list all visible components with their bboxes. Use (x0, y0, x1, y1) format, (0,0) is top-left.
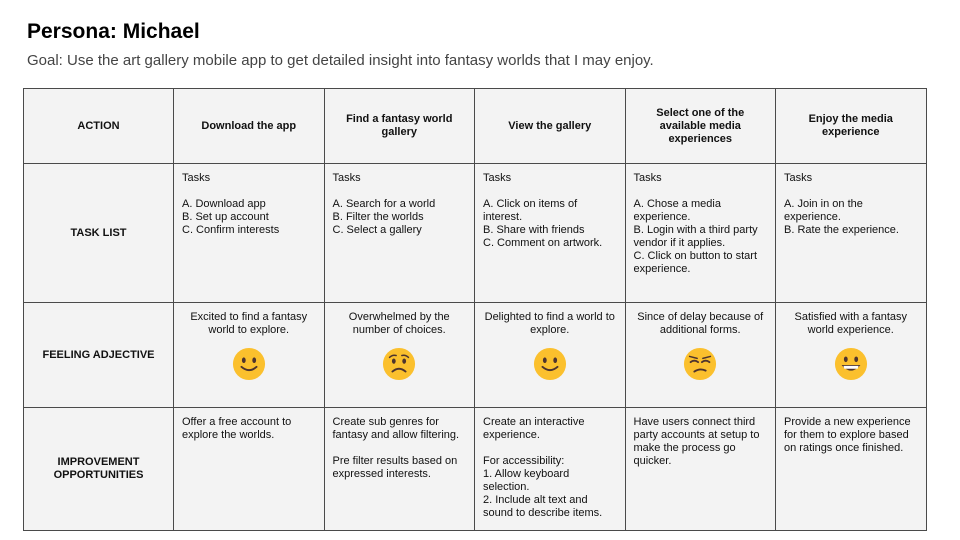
improvement-opportunities-label: IMPROVEMENT OPPORTUNITIES (24, 408, 174, 531)
stage-header: View the gallery (475, 89, 626, 164)
feeling-text: Satisfied with a fantasy world experience. (794, 311, 907, 336)
task-cell: Tasks A. Chose a media experience. B. Login with a third party vendor if it applies. C. Click on button to start experience. (625, 164, 776, 303)
task-list-row (24, 164, 927, 303)
stage-header: Download the app (174, 89, 325, 164)
feeling-cell (475, 303, 626, 408)
slightly-smiling-face-icon (533, 347, 567, 381)
task-list-label: TASK LIST (24, 164, 174, 303)
feeling-cell (776, 303, 927, 408)
stage-header: Select one of the available media experiences (625, 89, 776, 164)
feeling-text: Excited to find a fantasy world to explore. (190, 311, 308, 336)
feeling-cell (174, 303, 325, 408)
page-title: Persona: Michael (27, 20, 200, 43)
persona-goal: Goal: Use the art gallery mobile app to get detailed insight into fantasy worlds that I may enjoy. (27, 52, 654, 69)
stage-header: Find a fantasy world gallery (324, 89, 475, 164)
improvement-cell: Create sub genres for fantasy and allow filtering. Pre filter results based on expressed interests. (324, 408, 475, 531)
task-cell: Tasks A. Join in on the experience. B. Rate the experience. (776, 164, 927, 303)
stage-header: Enjoy the media experience (776, 89, 927, 164)
improvement-cell: Offer a free account to explore the worlds. (174, 408, 325, 531)
feeling-row (24, 303, 927, 408)
task-cell: Tasks A. Click on items of interest. B. Share with friends C. Comment on artwork. (475, 164, 626, 303)
improvement-cell: Create an interactive experience. For accessibility: 1. Allow keyboard selection. 2. Include alt text and sound to describe items. (475, 408, 626, 531)
feeling-adjective-label: FEELING ADJECTIVE (24, 303, 174, 408)
grinning-face-icon (834, 347, 868, 381)
feeling-text: Since of delay because of additional forms. (637, 311, 764, 336)
feeling-cell (324, 303, 475, 408)
improvement-cell: Provide a new experience for them to explore based on ratings once finished. (776, 408, 927, 531)
stage-header-row (24, 89, 927, 164)
worried-face-icon (382, 347, 416, 381)
feeling-text: Delighted to find a world to explore. (484, 311, 615, 336)
unamused-face-icon (683, 347, 717, 381)
slightly-smiling-face-icon (232, 347, 266, 381)
feeling-cell (625, 303, 776, 408)
improvement-cell: Have users connect third party accounts at setup to make the process go quicker. (625, 408, 776, 531)
action-header: ACTION (24, 89, 174, 164)
task-cell: Tasks A. Download app B. Set up account C. Confirm interests (174, 164, 325, 303)
journey-map-table (23, 88, 927, 531)
feeling-text: Overwhelmed by the number of choices. (348, 311, 450, 336)
improvement-row (24, 408, 927, 531)
task-cell: Tasks A. Search for a world B. Filter the worlds C. Select a gallery (324, 164, 475, 303)
